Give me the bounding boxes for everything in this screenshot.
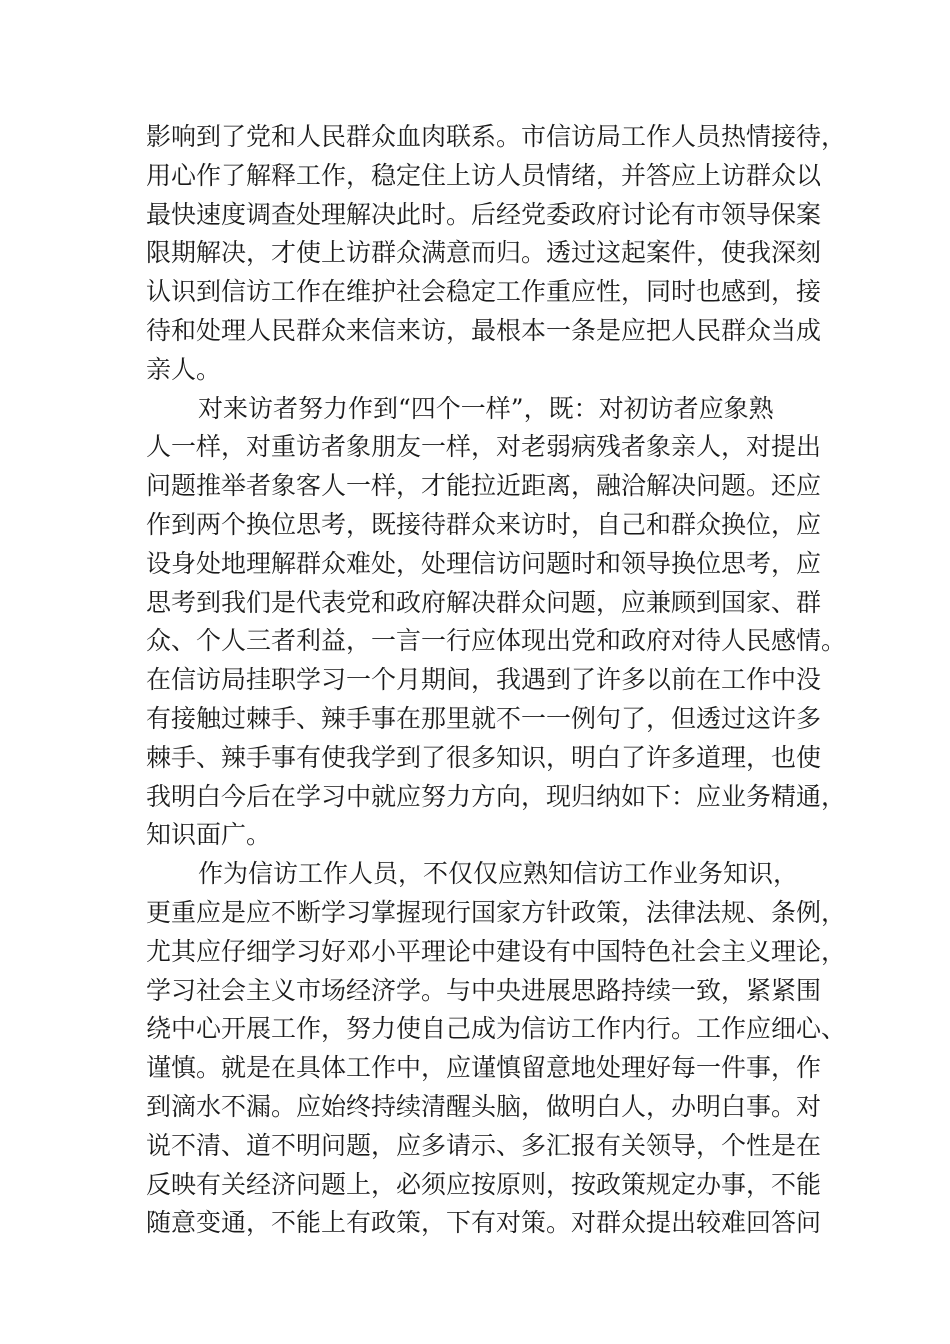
- text-line: 问题推举者象客人一样，才能拉近距离，融洽解决问题。还应: [146, 471, 822, 501]
- text-line: 棘手、辣手事有使我学到了很多知识，明白了许多道理，也使: [146, 742, 822, 772]
- body-text: [146, 118, 847, 1243]
- text-line: 用心作了解释工作，稳定住上访人员情绪，并答应上访群众以: [146, 160, 822, 190]
- text-line: 人一样，对重访者象朋友一样，对老弱病残者象亲人，对提出: [146, 432, 822, 462]
- text-line: 谨慎。就是在具体工作中，应谨慎留意地处理好每一件事，作: [146, 1053, 822, 1083]
- text-line: 思考到我们是代表党和政府解决群众问题，应兼顾到国家、群: [146, 587, 822, 617]
- text-line: 作到两个换位思考，既接待群众来访时，自己和群众换位，应: [146, 509, 822, 539]
- text-line: 反映有关经济问题上，必须应按原则，按政策规定办事，不能: [146, 1169, 822, 1199]
- text-line: 认识到信访工作在维护社会稳定工作重应性，同时也感到，接: [146, 277, 822, 307]
- text-line: 有接触过棘手、辣手事在那里就不一一例句了，但透过这许多: [146, 703, 822, 733]
- paragraph-start-line: 作为信访工作人员，不仅仅应熟知信访工作业务知识，: [198, 859, 799, 889]
- text-line: 随意变通，不能上有政策，下有对策。对群众提出较难回答问: [146, 1208, 822, 1238]
- text-line: 限期解决，才使上访群众满意而归。透过这起案件，使我深刻: [146, 238, 822, 268]
- text-line: 尤其应仔细学习好邓小平理论中建设有中国特色社会主义理论，: [146, 936, 847, 966]
- text-line: 绕中心开展工作，努力使自己成为信访工作内行。工作应细心、: [146, 1014, 847, 1044]
- text-line: 众、个人三者利益，一言一行应体现出党和政府对待人民感情。: [146, 626, 847, 656]
- paragraph-start-line: 对来访者努力作到“四个一样”，既：对初访者应象熟: [198, 393, 774, 423]
- text-line: 在信访局挂职学习一个月期间，我遇到了许多以前在工作中没: [146, 665, 822, 695]
- text-line: 我明白今后在学习中就应努力方向，现归纳如下：应业务精通，: [146, 781, 847, 811]
- text-line: 更重应是应不断学习掌握现行国家方针政策，法律法规、条例，: [146, 897, 847, 927]
- text-line: 说不清、道不明问题，应多请示、多汇报有关领导，个性是在: [146, 1130, 822, 1160]
- text-line: 亲人。: [146, 354, 222, 384]
- text-line: 最快速度调查处理解决此时。后经党委政府讨论有市领导保案: [146, 199, 822, 229]
- text-line: 知识面广。: [146, 820, 272, 850]
- text-line: 到滴水不漏。应始终持续清醒头脑，做明白人，办明白事。对: [146, 1091, 822, 1121]
- text-line: 待和处理人民群众来信来访，最根本一条是应把人民群众当成: [146, 315, 822, 345]
- text-line: 设身处地理解群众难处，处理信访问题时和领导换位思考，应: [146, 548, 822, 578]
- text-line: 影响到了党和人民群众血肉联系。市信访局工作人员热情接待，: [146, 122, 847, 151]
- text-line: 学习社会主义市场经济学。与中央进展思路持续一致，紧紧围: [146, 975, 822, 1005]
